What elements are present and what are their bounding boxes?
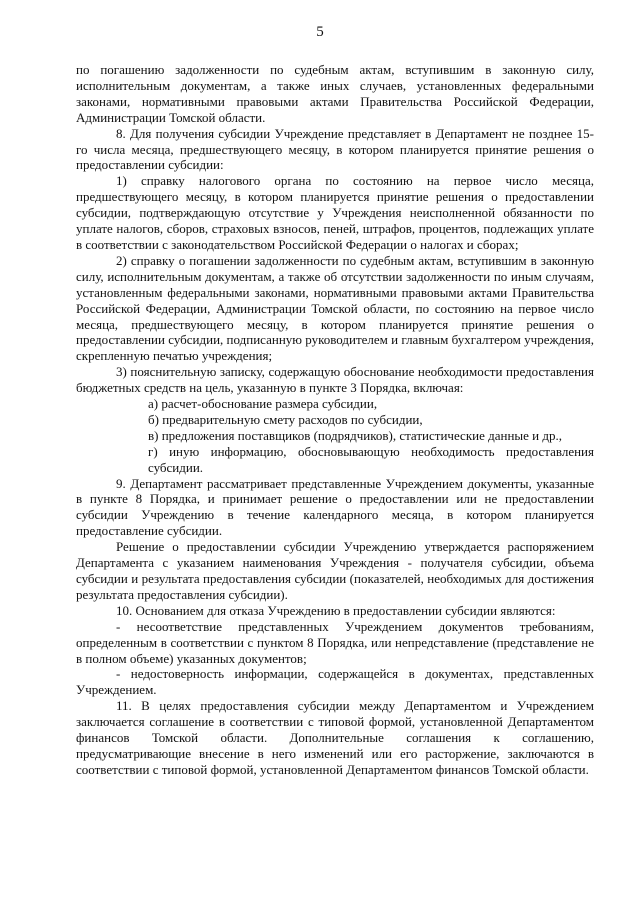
paragraph-refusal-reason-2: - недостоверность информации, содержащейся в документах, представленных Учреждением. <box>76 666 594 698</box>
paragraph-item-10: 10. Основанием для отказа Учреждению в предоставлении субсидии являются: <box>116 602 556 618</box>
list-item-c: в) предложения поставщиков (подрядчиков), статистические данные и др., <box>148 427 562 443</box>
paragraph-decision: Решение о предоставлении субсидии Учреждению утверждается распоряжением Департамента с указанием наименования Учреждения - получателя субсидии, объема субсидии и результата предоставления субсидии (показателей, необходимых для достижения результата предоставления субсидии). <box>76 539 594 602</box>
list-item-a: а) расчет-обоснование размера субсидии, <box>148 396 378 412</box>
paragraph-item-9: 9. Департамент рассматривает представленные Учреждением документы, указанные в пункте 8 Порядка, и принимает решение о предоставлении или не предоставлении субсидии Учреждению в течение календарного месяца, в котором планируется предоставление субсидии. <box>76 475 594 539</box>
document-body <box>76 62 594 778</box>
paragraph-subitem-3: 3) пояснительную записку, содержащую обоснование необходимости предоставления бюджетных средств на цель, указанную в пункте 3 Порядка, включая: <box>76 364 594 396</box>
page-number: 5 <box>316 24 324 40</box>
paragraph-item-8: 8. Для получения субсидии Учреждение представляет в Департамент не позднее 15-го числа месяца, предшествующего месяцу, в котором планируется принятие решения о предоставлении субсидии: <box>76 125 594 173</box>
paragraph-item-11: 11. В целях предоставления субсидии между Департаментом и Учреждением заключается соглашение в соответствии с типовой формой, установленной Департаментом финансов Томской области. Дополнительные соглашения к соглашению, предусматривающие внесение в него изменений или его расторжение, заключаются в соответствии с типовой формой, установленной Департаментом финансов Томской области. <box>76 698 594 777</box>
paragraph-subitem-2: 2) справку о погашении задолженности по судебным актам, вступившим в законную силу, исполнительным документам, а также об отсутствии задолженности по иным случаям, установленным федеральными законами, нормативными правовыми актами Правительства Российской Федерации, Администрации Томской области, по состоянию на первое число месяца, предшествующего месяцу, в котором планируется принятие решения о предоставлении субсидии, подписанную руководителем и главным бухгалтером учреждения, скрепленную печатью учреждения; <box>76 252 594 364</box>
list-item-d: г) иную информацию, обосновывающую необходимость предоставления субсидии. <box>148 443 594 475</box>
paragraph-continuation: по погашению задолженности по судебным актам, вступившим в законную силу, исполнительным документам, а также иных случаев, установленных федеральными законами, нормативными правовыми актами Правительства Российской Федерации, Администрации Томской области. <box>76 62 594 125</box>
paragraph-subitem-1: 1) справку налогового органа по состоянию на первое число месяца, предшествующего месяцу, в котором планируется принятие решения о предоставлении субсидии, подтверждающую отсутствие у Учреждения неисполненной обязанности по уплате налогов, сборов, страховых взносов, пеней, штрафов, процентов, подлежащих уплате в соответствии с законодательством Российской Федерации о налогах и сборах; <box>76 173 594 252</box>
paragraph-refusal-reason-1: - несоответствие представленных Учреждением документов требованиям, определенным в соответствии с пунктом 8 Порядка, или непредставление (представление не в полном объеме) указанных документов; <box>76 618 594 666</box>
list-item-b: б) предварительную смету расходов по субсидии, <box>148 411 423 427</box>
